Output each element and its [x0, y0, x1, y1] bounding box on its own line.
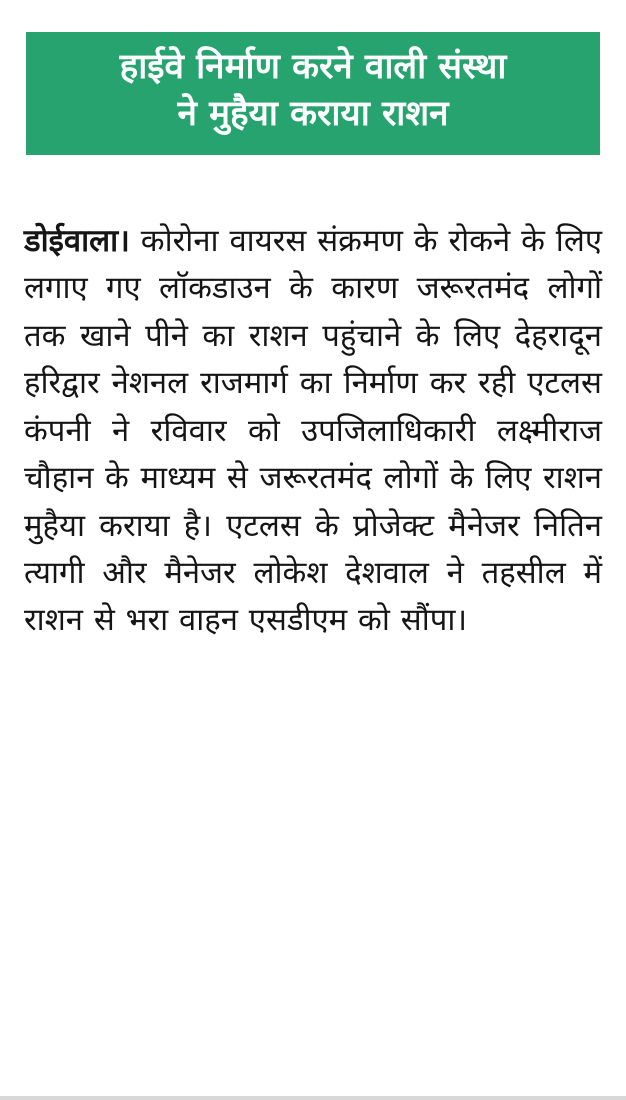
headline-line-2: ने मुहैया कराया राशन [177, 94, 449, 135]
bottom-divider [0, 1096, 626, 1100]
headline-banner [26, 32, 600, 155]
article-paragraph [24, 218, 602, 645]
article-dateline: डोईवाला। [24, 223, 130, 259]
article-body [24, 218, 602, 645]
headline-line-1: हाईवे निर्माण करने वाली संस्था [119, 47, 507, 87]
article-text: कोरोना वायरस संक्रमण के रोकने के लिए लगाए गए लॉकडाउन के कारण जरूरतमंद लोगों तक खाने पीने का राशन पहुंचाने के लिए देहरादून हरिद्वार नेशनल राजमार्ग का निर्माण कर रही एटलस कंपनी ने रविवार को उपजिलाधिकारी लक्ष्मीराज चौहान के माध्यम से जरूरतमंद लोगों के लिए राशन मुहैया कराया है। एटलस के प्रोजेक्ट मैनेजर नितिन त्यागी और मैनेजर लोकेश देशवाल ने तहसील में राशन से भरा वाहन एसडीएम को सौंपा। [24, 223, 602, 639]
